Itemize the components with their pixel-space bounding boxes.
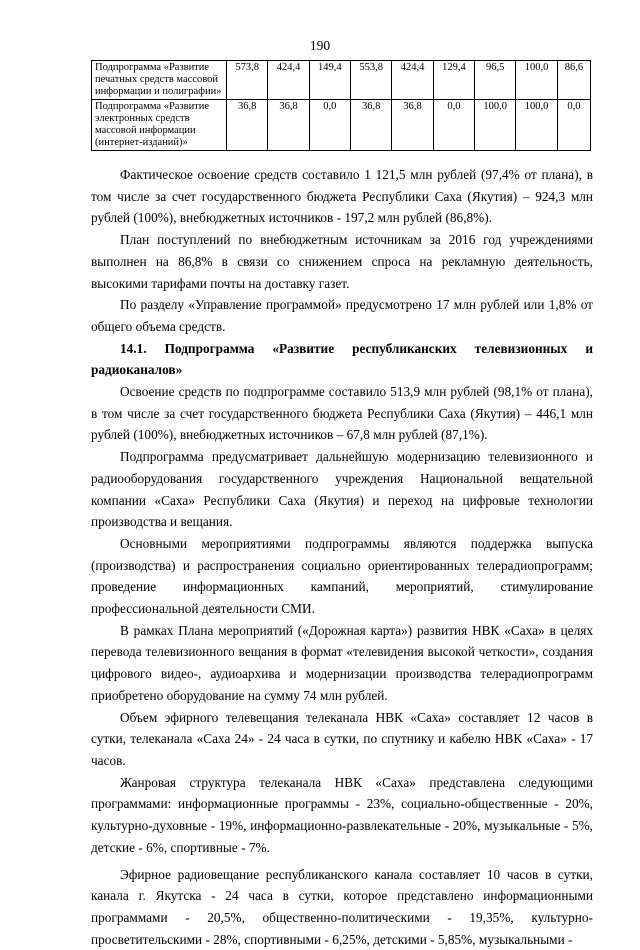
budget-table [91, 60, 591, 151]
table-cell-program-name: Подпрограмма «Развитие электронных средств массовой информации (интернет-изданий)» [92, 100, 227, 151]
page-number: 190 [0, 38, 640, 54]
paragraph: Освоение средств по подпрограмме составило 513,9 млн рублей (98,1% от плана), в том числе за счет государственного бюджета Республики Саха (Якутия) – 446,1 млн рублей (100%), внебюджетных источников – 67,8 млн рублей (87,1%). [91, 381, 593, 446]
table-cell: 100,0 [516, 61, 557, 100]
table-row [92, 100, 591, 151]
table-cell: 36,8 [227, 100, 268, 151]
paragraph: План поступлений по внебюджетным источникам за 2016 год учреждениями выполнен на 86,8% в связи со снижением спроса на рекламную деятельность, высокими тарифами почты на доставку газет. [91, 229, 593, 294]
table-cell: 424,4 [392, 61, 433, 100]
paragraph: Объем эфирного телевещания телеканала НВК «Саха» составляет 12 часов в сутки, телеканала «Саха 24» - 24 часа в сутки, по спутнику и кабелю НВК «Саха» - 17 часов. [91, 707, 593, 772]
paragraph: В рамках Плана мероприятий («Дорожная карта») развития НВК «Саха» в целях перевода телевизионного вещания в формат «телевидения высокой четкости», создания цифрового видео-, аудиоархива и модернизации производства телерадиопрограмм приобретено оборудование на сумму 74 млн рублей. [91, 620, 593, 707]
table-cell: 86,6 [557, 61, 590, 100]
table-cell: 36,8 [268, 100, 309, 151]
table-cell: 36,8 [392, 100, 433, 151]
paragraph: Основными мероприятиями подпрограммы являются поддержка выпуска (производства) и распространения социально ориентированных телерадиопрограмм; проведение информационных кампаний, мероприятий, стимулирование профессиональной деятельности СМИ. [91, 533, 593, 620]
table-cell: 553,8 [351, 61, 392, 100]
table-cell: 129,4 [433, 61, 474, 100]
table-cell: 36,8 [351, 100, 392, 151]
paragraph: Эфирное радиовещание республиканского канала составляет 10 часов в сутки, канала г. Якутска - 24 часа в сутки, которое представлено информационными программами - 20,5%, общественно-политическими - 19,35%, культурно-просветительскими - 28%, спортивными - 6,25%, детскими - 5,85%, музыкальными - [91, 864, 593, 950]
paragraph: Фактическое освоение средств составило 1 121,5 млн рублей (97,4% от плана), в том числе за счет государственного бюджета Республики Саха (Якутия) – 924,3 млн рублей (100%), внебюджетных источников - 197,2 млн рублей (86,8%). [91, 164, 593, 229]
table-cell: 0,0 [309, 100, 350, 151]
table-cell: 96,5 [475, 61, 516, 100]
table-cell: 573,8 [227, 61, 268, 100]
table-cell: 149,4 [309, 61, 350, 100]
paragraph: По разделу «Управление программой» предусмотрено 17 млн рублей или 1,8% от общего объема средств. [91, 294, 593, 337]
section-heading: 14.1. Подпрограмма «Развитие республиканских телевизионных и радиоканалов» [91, 338, 593, 381]
paragraph: Жанровая структура телеканала НВК «Саха» представлена следующими программами: информационные программы - 23%, социально-общественные - 20%, культурно-духовные - 19%, информационно-развлекательные - 20%, музыкальные - 5%, детские - 6%, спортивные - 7%. [91, 772, 593, 859]
table-cell: 0,0 [433, 100, 474, 151]
table-cell: 100,0 [516, 100, 557, 151]
paragraph: Подпрограмма предусматривает дальнейшую модернизацию телевизионного и радиооборудования государственного учреждения Национальной вещательной компании «Саха» Республики Саха (Якутия) и переход на цифровые технологии производства и вещания. [91, 446, 593, 533]
table-cell: 0,0 [557, 100, 590, 151]
table-cell: 100,0 [475, 100, 516, 151]
body-text [91, 164, 593, 950]
table-row [92, 61, 591, 100]
table-cell: 424,4 [268, 61, 309, 100]
table-cell-program-name: Подпрограмма «Развитие печатных средств массовой информации и полиграфии» [92, 61, 227, 100]
